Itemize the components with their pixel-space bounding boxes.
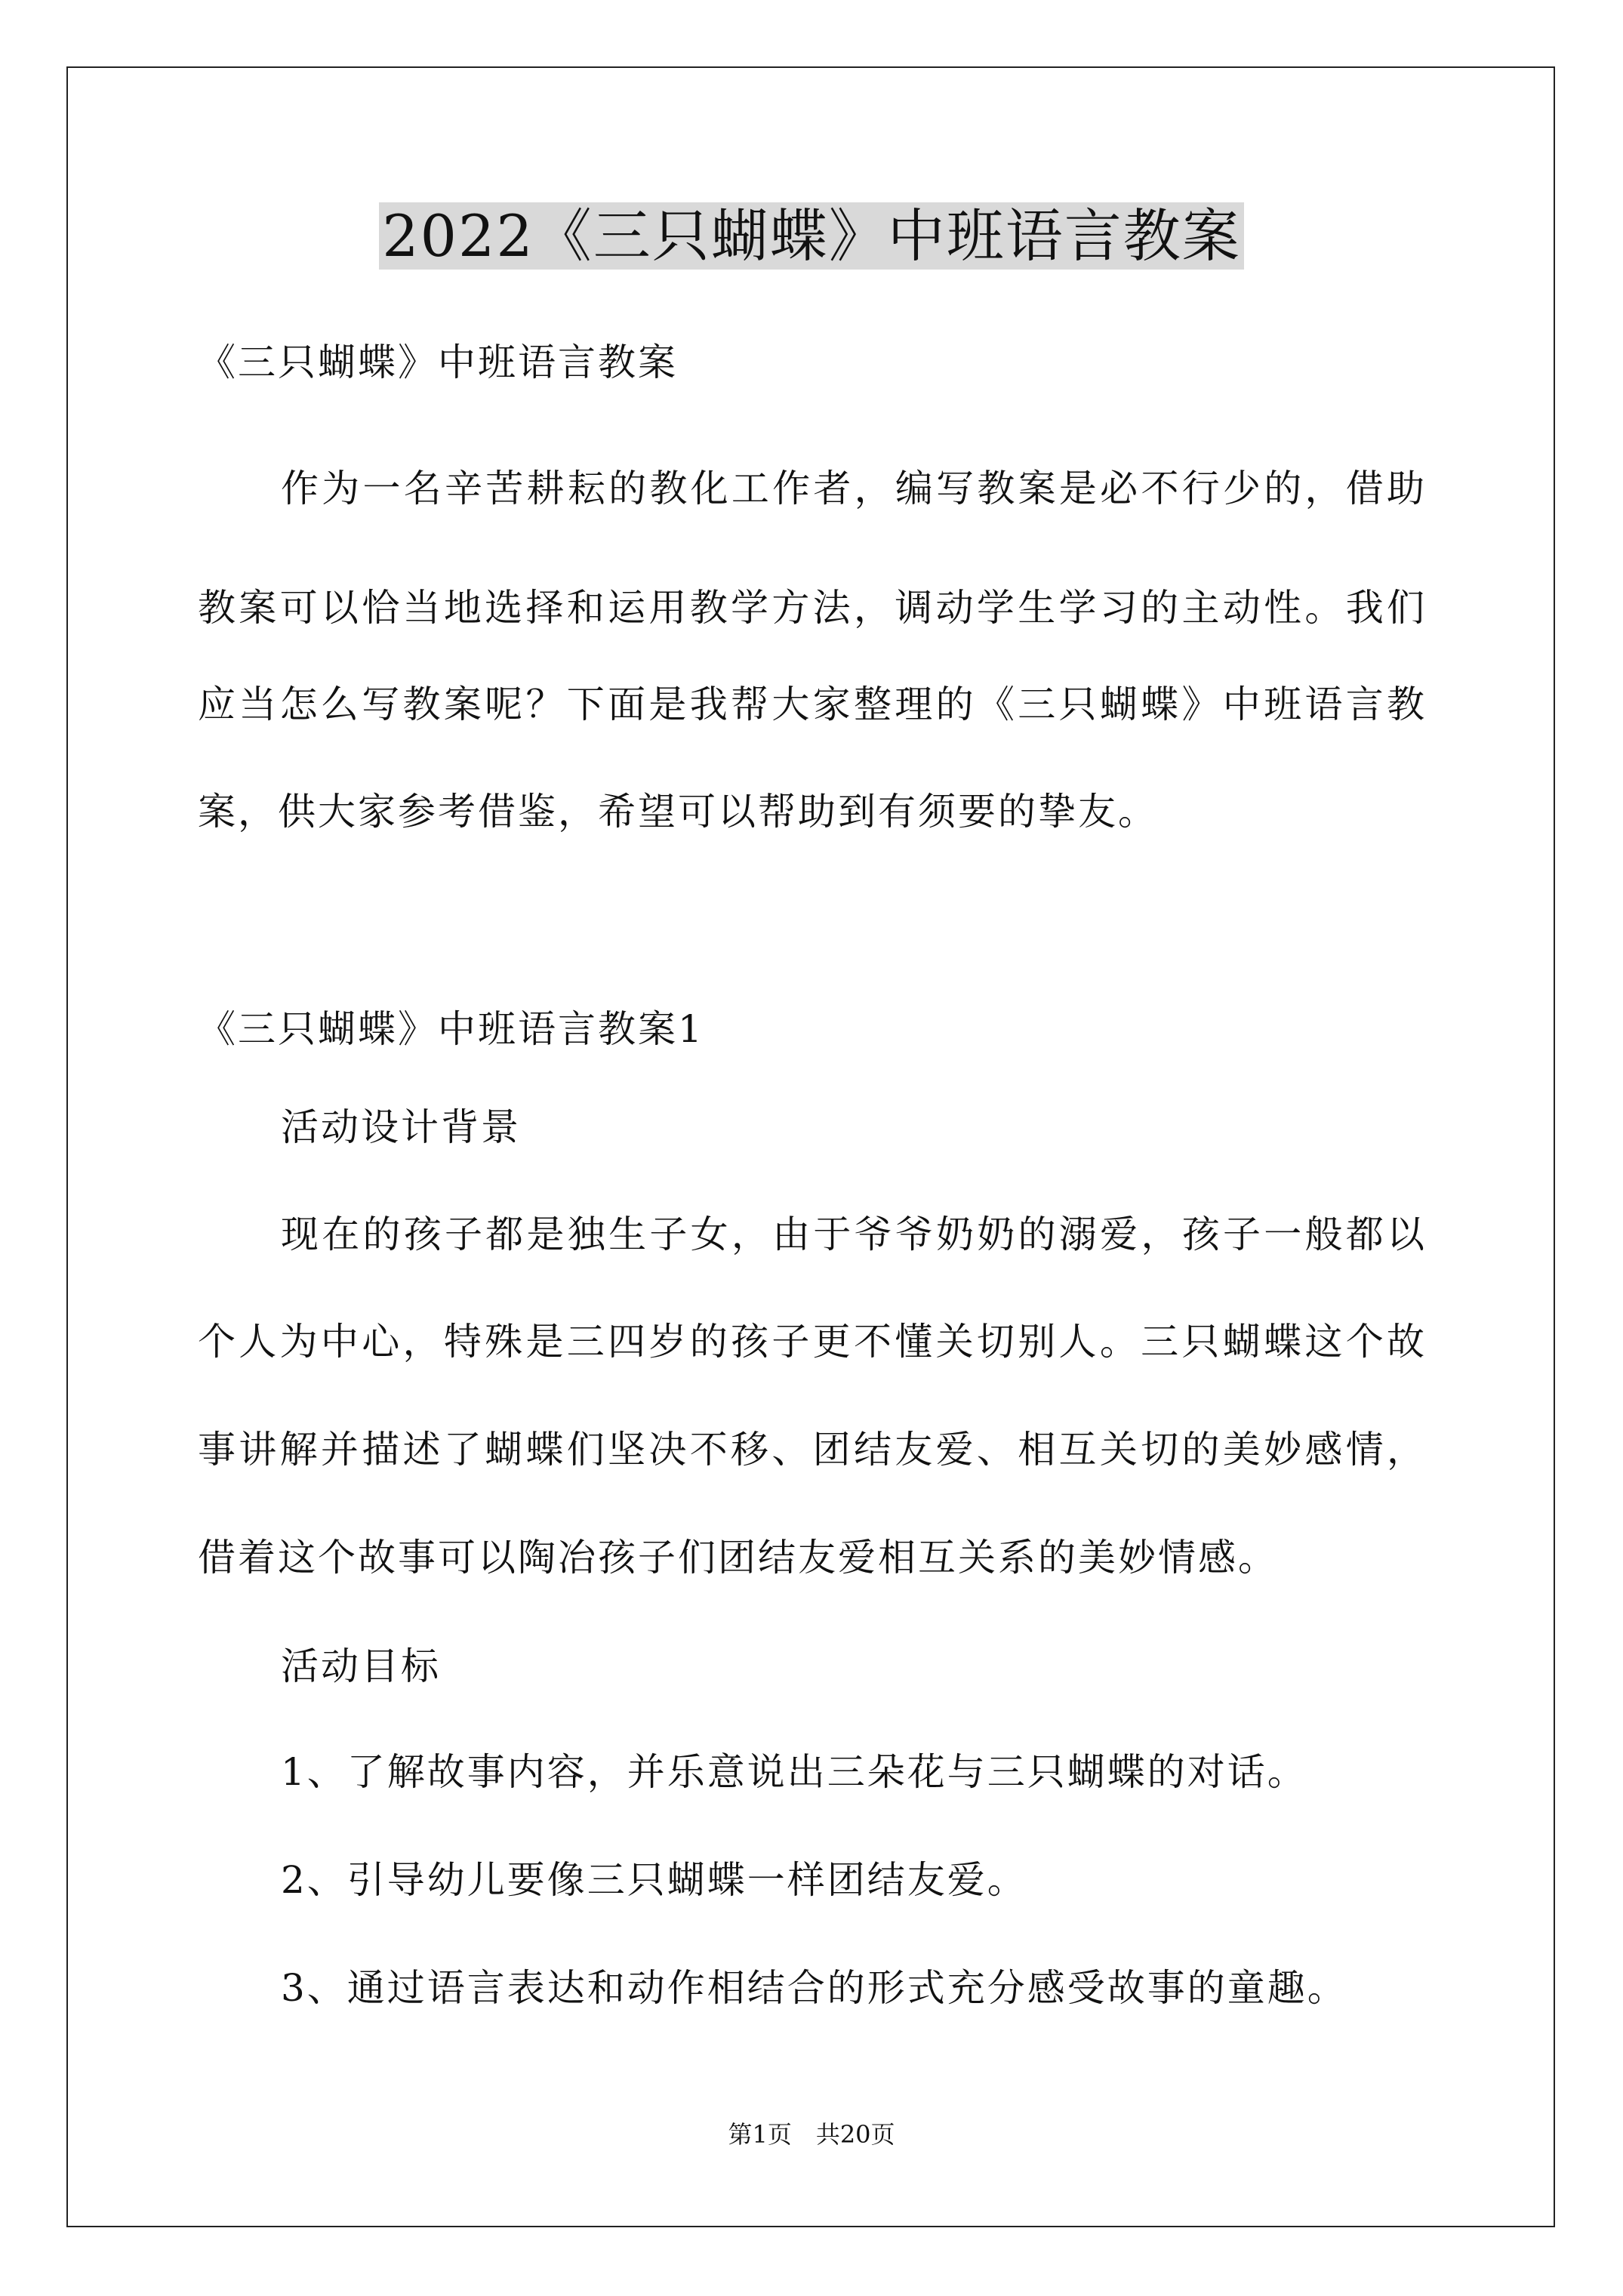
document-title — [0, 195, 1623, 278]
goal-item: 1、了解故事内容，并乐意说出三朵花与三只蝴蝶的对话。 — [281, 1750, 1307, 1794]
background-heading: 活动设计背景 — [281, 1105, 521, 1149]
document-title-text: 2022《三只蝴蝶》中班语言教案 — [379, 202, 1243, 270]
background-line: 个人为中心，特殊是三四岁的孩子更不懂关切别人。三只蝴蝶这个故 — [198, 1320, 1427, 1364]
background-line: 借着这个故事可以陶冶孩子们团结友爱相互关系的美妙情感。 — [198, 1536, 1278, 1579]
intro-line: 教案可以恰当地选择和运用教学方法，调动学生学习的主动性。我们 — [198, 586, 1427, 630]
document-subtitle: 《三只蝴蝶》中班语言教案 — [198, 341, 678, 384]
background-line: 事讲解并描述了蝴蝶们坚决不移、团结友爱、相互关切的美妙感情， — [198, 1428, 1427, 1472]
page-footer: 第1页 共20页 — [728, 2120, 895, 2149]
background-line: 现在的孩子都是独生子女，由于爷爷奶奶的溺爱，孩子一般都以 — [281, 1213, 1427, 1256]
goal-item: 3、通过语言表达和动作相结合的形式充分感受故事的童趣。 — [281, 1966, 1347, 2010]
intro-line: 作为一名辛苦耕耘的教化工作者，编写教案是必不行少的，借助 — [281, 467, 1427, 510]
section-heading: 《三只蝴蝶》中班语言教案1 — [198, 1007, 704, 1051]
goal-item: 2、引导幼儿要像三只蝴蝶一样团结友爱。 — [281, 1858, 1027, 1902]
intro-line: 案，供大家参考借鉴，希望可以帮助到有须要的挚友。 — [198, 790, 1158, 834]
goals-heading: 活动目标 — [281, 1644, 441, 1688]
intro-line: 应当怎么写教案呢？下面是我帮大家整理的《三只蝴蝶》中班语言教 — [198, 683, 1427, 726]
